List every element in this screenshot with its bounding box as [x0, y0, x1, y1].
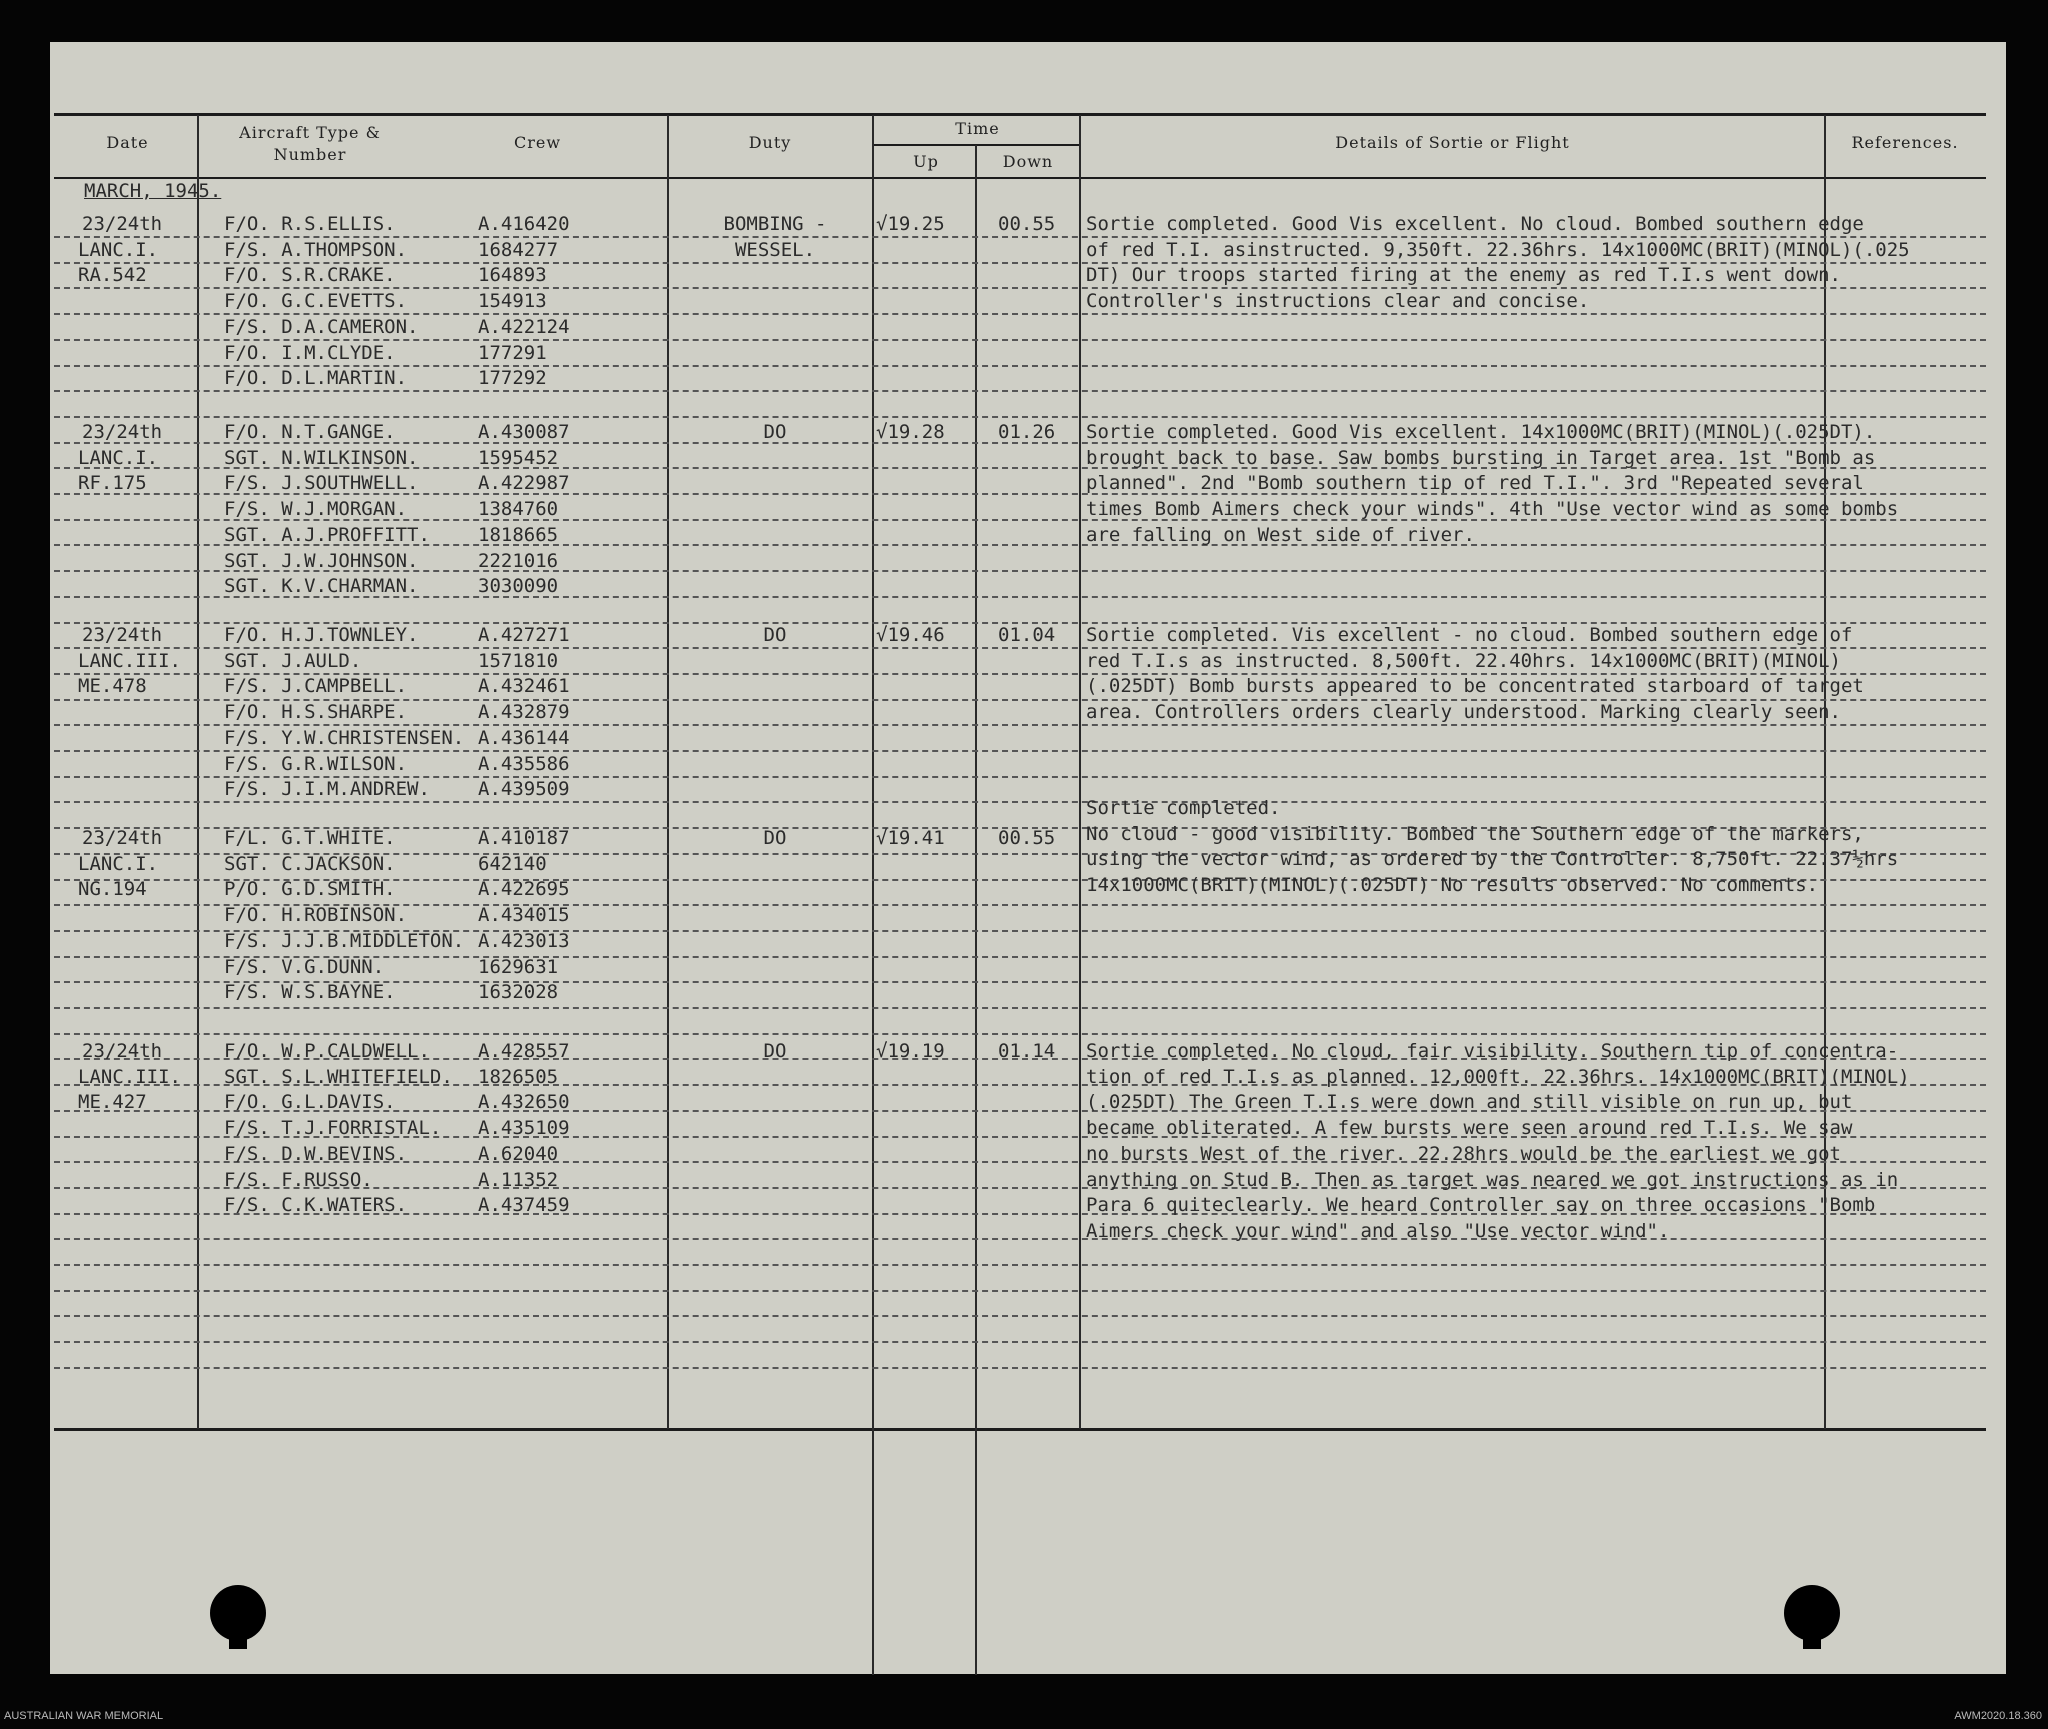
- footer-accession: AWM2020.18.360: [1954, 1710, 2042, 1722]
- time-up: √19.46: [876, 624, 945, 646]
- crew-name: F/S. V.G.DUNN.: [224, 956, 385, 978]
- ruled-line: [54, 1315, 1986, 1317]
- details-line: Sortie completed. Vis excellent - no cloud. Bombed southern edge of: [1086, 624, 1853, 646]
- time-up: √19.28: [876, 421, 945, 443]
- binder-hole-left: [210, 1585, 266, 1641]
- crew-name: F/O. N.T.GANGE.: [224, 421, 396, 443]
- crew-number: A.432879: [478, 701, 570, 723]
- details-line: 14x1000MC(BRIT)(MINOL)(.025DT) No results observed. No comments.: [1086, 874, 1819, 896]
- crew-name: F/O. S.R.CRAKE.: [224, 264, 396, 286]
- crew-number: A.435109: [478, 1117, 570, 1139]
- details-line: anything on Stud B. Then as target was neared we got instructions as in: [1086, 1169, 1899, 1191]
- details-line: Para 6 quiteclearly. We heard Controller say on three occasions "Bomb: [1086, 1194, 1876, 1216]
- time-up: √19.25: [876, 213, 945, 235]
- header-aircraft: Aircraft Type & Number: [239, 123, 381, 164]
- time-down: 01.04: [998, 624, 1056, 646]
- entry-aircraft: LANC.I.: [78, 447, 159, 469]
- bottom-rule: [54, 1428, 1986, 1431]
- entry-duty: DO: [763, 827, 787, 849]
- crew-name: F/O. W.P.CALDWELL.: [224, 1040, 430, 1062]
- crew-number: 3030090: [478, 575, 559, 597]
- crew-name: F/O. R.S.ELLIS.: [224, 213, 396, 235]
- crew-number: A.430087: [478, 421, 570, 443]
- entry-aircraft: LANC.I.: [78, 239, 159, 261]
- crew-number: 1384760: [478, 498, 559, 520]
- details-line: brought back to base. Saw bombs bursting in Target area. 1st "Bomb as: [1086, 447, 1876, 469]
- crew-name: F/S. J.J.B.MIDDLETON.: [224, 930, 465, 952]
- crew-number: A.422987: [478, 472, 570, 494]
- crew-name: F/S. Y.W.CHRISTENSEN.: [224, 727, 465, 749]
- header-up: Up: [913, 152, 939, 171]
- footer-archive: AUSTRALIAN WAR MEMORIAL: [4, 1710, 164, 1722]
- entry-aircraft: LANC.III.: [78, 1066, 181, 1088]
- crew-number: 2221016: [478, 550, 559, 572]
- crew-number: 1595452: [478, 447, 559, 469]
- crew-name: F/O. H.S.SHARPE.: [224, 701, 408, 723]
- crew-name: P/O. G.D.SMITH.: [224, 878, 396, 900]
- crew-name: SGT. S.L.WHITEFIELD.: [224, 1066, 453, 1088]
- crew-name: F/S. J.SOUTHWELL.: [224, 472, 419, 494]
- details-line: Sortie completed. Good Vis excellent. No cloud. Bombed southern edge: [1086, 213, 1864, 235]
- crew-number: A.432650: [478, 1091, 570, 1113]
- crew-number: A.428557: [478, 1040, 570, 1062]
- crew-number: A.423013: [478, 930, 570, 952]
- details-line: Controller's instructions clear and concise.: [1086, 290, 1590, 312]
- details-line: using the vector wind, as ordered by the Controller. 8,750ft. 22.37½hrs: [1086, 848, 1899, 870]
- crew-name: SGT. K.V.CHARMAN.: [224, 575, 419, 597]
- binder-hole-right: [1784, 1585, 1840, 1641]
- details-line: Sortie completed. Good Vis excellent. 14x1000MC(BRIT)(MINOL)(.025DT).: [1086, 421, 1876, 443]
- details-line: (.025DT) The Green T.I.s were down and still visible on run up, but: [1086, 1091, 1853, 1113]
- crew-number: 1684277: [478, 239, 559, 261]
- crew-name: F/S. W.J.MORGAN.: [224, 498, 408, 520]
- details-line: times Bomb Aimers check your winds". 4th "Use vector wind as some bombs: [1086, 498, 1899, 520]
- crew-number: A.422695: [478, 878, 570, 900]
- crew-name: F/O. H.J.TOWNLEY.: [224, 624, 419, 646]
- entry-date: 23/24th: [82, 1040, 163, 1062]
- details-line: planned". 2nd "Bomb southern tip of red T.I.". 3rd "Repeated several: [1086, 472, 1864, 494]
- entry-duty: WESSEL.: [734, 239, 816, 261]
- details-line: tion of red T.I.s as planned. 12,000ft. 22.36hrs. 14x1000MC(BRIT)(MINOL): [1086, 1066, 1910, 1088]
- crew-number: A.427271: [478, 624, 570, 646]
- crew-number: 1826505: [478, 1066, 559, 1088]
- crew-number: 177291: [478, 342, 547, 364]
- entry-aircraft: LANC.I.: [78, 853, 159, 875]
- entry-aircraft: ME.478: [78, 675, 147, 697]
- crew-name: SGT. N.WILKINSON.: [224, 447, 419, 469]
- ruled-line: [54, 1367, 1986, 1369]
- ruled-line: [54, 1238, 1986, 1240]
- details-line: red T.I.s as instructed. 8,500ft. 22.40hrs. 14x1000MC(BRIT)(MINOL): [1086, 650, 1841, 672]
- crew-name: F/O. I.M.CLYDE.: [224, 342, 396, 364]
- ruled-line: [54, 1290, 1986, 1292]
- top-rule: [54, 113, 1986, 116]
- crew-name: SGT. J.W.JOHNSON.: [224, 550, 419, 572]
- time-down: 00.55: [998, 827, 1056, 849]
- crew-number: A.416420: [478, 213, 570, 235]
- details-line: No cloud - good visibility. Bombed the Southern edge of the markers,: [1086, 823, 1864, 845]
- header-time: Time: [955, 119, 1000, 138]
- entry-date: 23/24th: [82, 213, 163, 235]
- crew-name: F/O. G.L.DAVIS.: [224, 1091, 396, 1113]
- header-crew: Crew: [513, 133, 562, 152]
- details-line: Aimers check your wind" and also "Use vector wind".: [1086, 1220, 1670, 1242]
- crew-name: F/O. G.C.EVETTS.: [224, 290, 408, 312]
- crew-number: A.432461: [478, 675, 570, 697]
- crew-number: A.434015: [478, 904, 570, 926]
- header-details: Details of Sortie or Flight: [1335, 133, 1570, 152]
- time-down: 01.14: [998, 1040, 1056, 1062]
- crew-name: F/O. H.ROBINSON.: [224, 904, 408, 926]
- details-line: became obliterated. A few bursts were seen around red T.I.s. We saw: [1086, 1117, 1853, 1139]
- crew-number: A.410187: [478, 827, 570, 849]
- crew-name: F/S. A.THOMPSON.: [224, 239, 408, 261]
- crew-number: 177292: [478, 367, 547, 389]
- details-line: DT) Our troops started firing at the enemy as red T.I.s went down.: [1086, 264, 1841, 286]
- details-line: area. Controllers orders clearly understood. Marking clearly seen.: [1086, 701, 1841, 723]
- entry-date: 23/24th: [82, 624, 163, 646]
- entry-aircraft: RA.542: [78, 264, 147, 286]
- header-references: References.: [1851, 133, 1959, 152]
- crew-name: F/L. G.T.WHITE.: [224, 827, 396, 849]
- entry-aircraft: RF.175: [78, 472, 147, 494]
- header-rule: [54, 177, 1986, 179]
- ruled-line: [54, 1264, 1986, 1266]
- time-down: 00.55: [998, 213, 1056, 235]
- ruled-line: [54, 1007, 1986, 1009]
- entry-date: 23/24th: [82, 827, 163, 849]
- ruled-line: [54, 1033, 1986, 1035]
- crew-name: F/S. J.CAMPBELL.: [224, 675, 408, 697]
- details-line: (.025DT) Bomb bursts appeared to be concentrated starboard of target: [1086, 675, 1864, 697]
- ruled-line: [54, 1341, 1986, 1343]
- crew-number: A.439509: [478, 778, 570, 800]
- entry-duty: DO: [763, 624, 787, 646]
- ruled-line: [54, 416, 1986, 418]
- details-line: Sortie completed. No cloud, fair visibility. Southern tip of concentra-: [1086, 1040, 1899, 1062]
- crew-number: 1632028: [478, 981, 559, 1003]
- details-line: are falling on West side of river.: [1086, 524, 1475, 546]
- time-up: √19.19: [876, 1040, 945, 1062]
- crew-name: SGT. C.JACKSON.: [224, 853, 396, 875]
- crew-number: 1818665: [478, 524, 559, 546]
- col-divider-duty: [872, 115, 874, 1675]
- details-line: no bursts West of the river. 22.28hrs would be the earliest we got: [1086, 1143, 1841, 1165]
- col-divider-up: [975, 145, 977, 1675]
- crew-number: 1629631: [478, 956, 559, 978]
- entry-aircraft: NG.194: [78, 878, 147, 900]
- entry-aircraft: ME.427: [78, 1091, 147, 1113]
- crew-name: SGT. A.J.PROFFITT.: [224, 524, 430, 546]
- entry-date: 23/24th: [82, 421, 163, 443]
- header-duty: Duty: [748, 133, 792, 152]
- entry-duty: DO: [763, 421, 787, 443]
- crew-name: SGT. J.AULD.: [224, 650, 362, 672]
- crew-name: F/S. C.K.WATERS.: [224, 1194, 408, 1216]
- entry-duty: BOMBING -: [723, 213, 827, 235]
- crew-number: 154913: [478, 290, 547, 312]
- crew-number: A.436144: [478, 727, 570, 749]
- crew-name: F/S. D.W.BEVINS.: [224, 1143, 408, 1165]
- crew-number: A.437459: [478, 1194, 570, 1216]
- crew-name: F/S. F.RUSSO.: [224, 1169, 373, 1191]
- crew-name: F/S. J.I.M.ANDREW.: [224, 778, 430, 800]
- crew-name: F/S. G.R.WILSON.: [224, 753, 408, 775]
- details-line: Sortie completed.: [1086, 797, 1281, 819]
- crew-name: F/S. T.J.FORRISTAL.: [224, 1117, 442, 1139]
- crew-number: A.422124: [478, 316, 570, 338]
- crew-number: 642140: [478, 853, 547, 875]
- crew-name: F/S. D.A.CAMERON.: [224, 316, 419, 338]
- crew-number: A.62040: [478, 1143, 559, 1165]
- crew-number: A.11352: [478, 1169, 559, 1191]
- entry-duty: DO: [763, 1040, 787, 1062]
- header-date: Date: [106, 133, 149, 152]
- month-heading: MARCH, 1945.: [84, 180, 222, 202]
- header-down: Down: [1002, 152, 1054, 171]
- crew-number: A.435586: [478, 753, 570, 775]
- entry-aircraft: LANC.III.: [78, 650, 181, 672]
- time-up: √19.41: [876, 827, 945, 849]
- crew-number: 1571810: [478, 650, 559, 672]
- crew-name: F/O. D.L.MARTIN.: [224, 367, 408, 389]
- details-line: of red T.I. asinstructed. 9,350ft. 22.36hrs. 14x1000MC(BRIT)(MINOL)(.025: [1086, 239, 1910, 261]
- time-down: 01.26: [998, 421, 1056, 443]
- crew-name: F/S. W.S.BAYNE.: [224, 981, 396, 1003]
- crew-number: 164893: [478, 264, 547, 286]
